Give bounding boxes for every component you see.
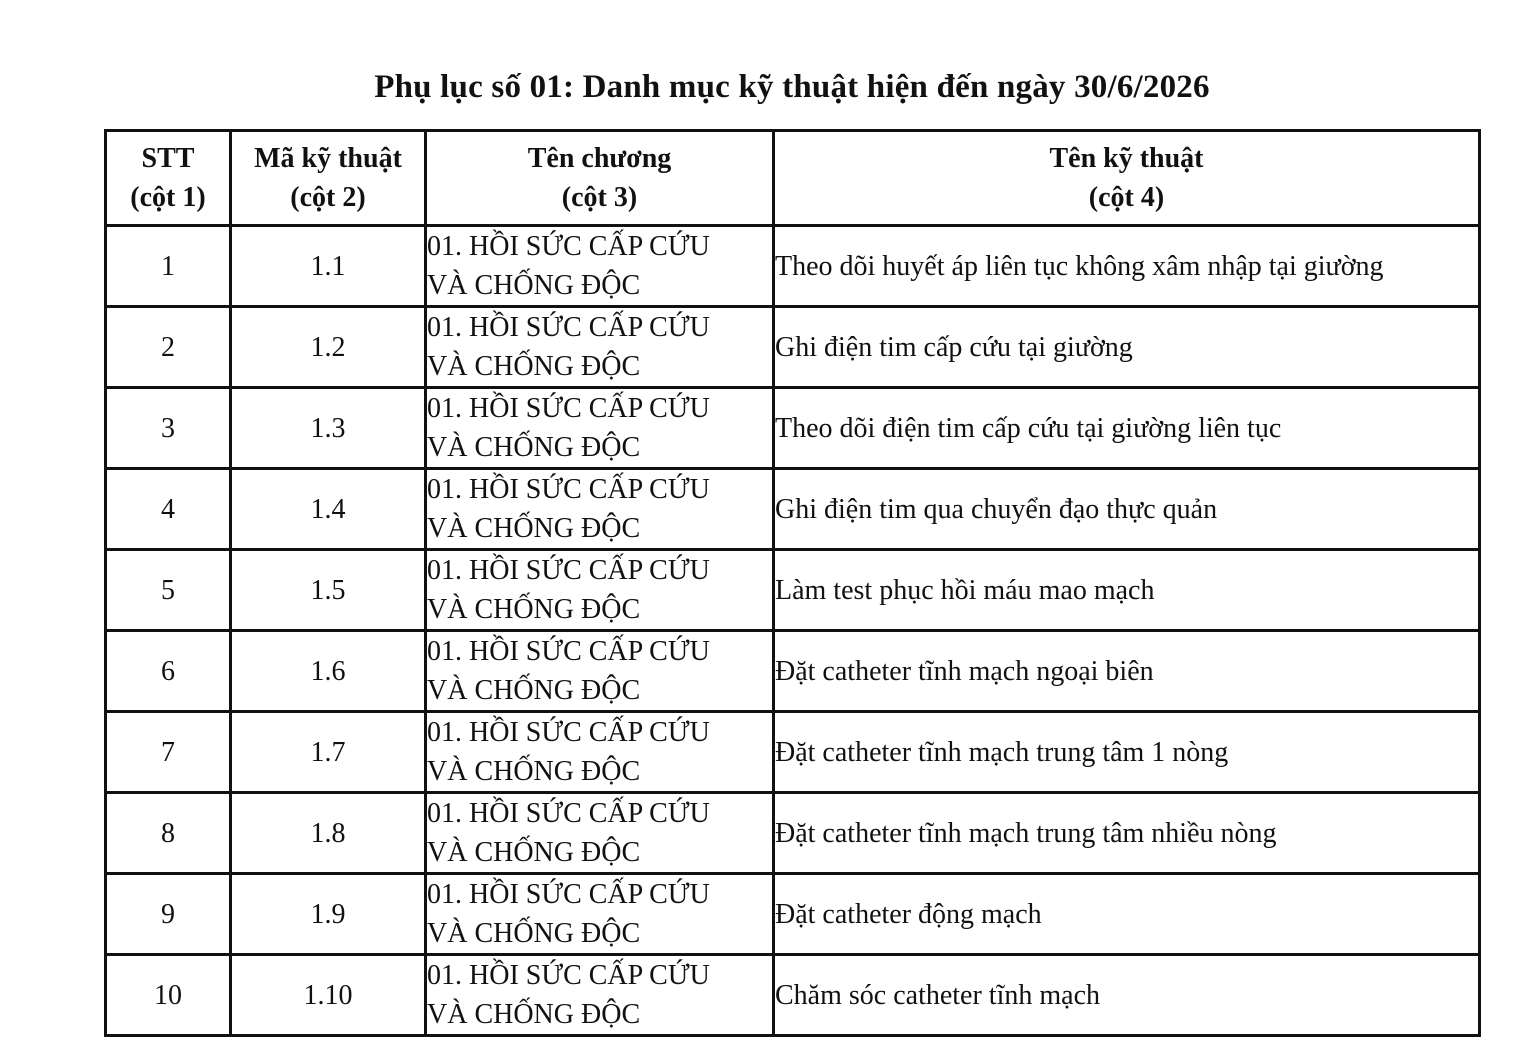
chapter-line: 01. HỒI SỨC CẤP CỨU [427, 555, 710, 586]
cell-technique-name: Theo dõi huyết áp liên tục không xâm nhập tại giường [774, 226, 1480, 307]
cell-stt: 6 [106, 631, 231, 712]
cell-chapter-name [426, 226, 774, 307]
table-row [106, 226, 1480, 307]
chapter-line: 01. HỒI SỨC CẤP CỨU [427, 231, 710, 262]
header-line: (cột 3) [561, 182, 638, 213]
chapter-line: VÀ CHỐNG ĐỘC [427, 837, 641, 868]
cell-technique-name: Đặt catheter tĩnh mạch trung tâm 1 nòng [774, 712, 1480, 793]
chapter-line: VÀ CHỐNG ĐỘC [427, 675, 641, 706]
cell-stt: 1 [106, 226, 231, 307]
chapter-line: VÀ CHỐNG ĐỘC [427, 513, 641, 544]
header-stt [106, 131, 231, 226]
cell-technique-code: 1.2 [231, 307, 426, 388]
table-row [106, 874, 1480, 955]
chapter-line: VÀ CHỐNG ĐỘC [427, 351, 641, 382]
cell-stt: 7 [106, 712, 231, 793]
technique-table [104, 129, 1481, 1037]
cell-chapter-name [426, 631, 774, 712]
cell-technique-code: 1.6 [231, 631, 426, 712]
table-row [106, 469, 1480, 550]
cell-technique-name: Đặt catheter động mạch [774, 874, 1480, 955]
table-body [106, 226, 1480, 1036]
cell-technique-name: Đặt catheter tĩnh mạch ngoại biên [774, 631, 1480, 712]
cell-chapter-name [426, 793, 774, 874]
chapter-line: VÀ CHỐNG ĐỘC [427, 270, 641, 301]
cell-technique-code: 1.7 [231, 712, 426, 793]
cell-technique-name: Làm test phục hồi máu mao mạch [774, 550, 1480, 631]
cell-chapter-name [426, 874, 774, 955]
chapter-line: VÀ CHỐNG ĐỘC [427, 918, 641, 949]
chapter-line: 01. HỒI SỨC CẤP CỨU [427, 474, 710, 505]
header-line: (cột 4) [1088, 182, 1165, 213]
chapter-line: 01. HỒI SỨC CẤP CỨU [427, 312, 710, 343]
table-row [106, 631, 1480, 712]
cell-chapter-name [426, 307, 774, 388]
cell-chapter-name [426, 712, 774, 793]
table-row [106, 550, 1480, 631]
header-technique-name [774, 131, 1480, 226]
cell-technique-code: 1.10 [231, 955, 426, 1036]
chapter-line: 01. HỒI SỨC CẤP CỨU [427, 393, 710, 424]
header-line: Tên chương [527, 143, 672, 174]
table-row [106, 307, 1480, 388]
chapter-line: VÀ CHỐNG ĐỘC [427, 999, 641, 1030]
chapter-line: 01. HỒI SỨC CẤP CỨU [427, 879, 710, 910]
cell-stt: 8 [106, 793, 231, 874]
header-line: Tên kỹ thuật [1049, 143, 1204, 174]
chapter-line: VÀ CHỐNG ĐỘC [427, 432, 641, 463]
cell-technique-code: 1.9 [231, 874, 426, 955]
chapter-line: 01. HỒI SỨC CẤP CỨU [427, 636, 710, 667]
header-line: (cột 1) [130, 182, 206, 213]
cell-stt: 10 [106, 955, 231, 1036]
cell-technique-code: 1.8 [231, 793, 426, 874]
cell-technique-code: 1.1 [231, 226, 426, 307]
cell-technique-name: Đặt catheter tĩnh mạch trung tâm nhiều nòng [774, 793, 1480, 874]
cell-technique-name: Ghi điện tim qua chuyển đạo thực quản [774, 469, 1480, 550]
header-technique-code [231, 131, 426, 226]
table-row [106, 388, 1480, 469]
cell-stt: 3 [106, 388, 231, 469]
document-title: Phụ lục số 01: Danh mục kỹ thuật hiện đến ngày 30/6/2026 [374, 69, 1210, 105]
header-chapter-name [426, 131, 774, 226]
chapter-line: 01. HỒI SỨC CẤP CỨU [427, 960, 710, 991]
cell-stt: 9 [106, 874, 231, 955]
chapter-line: VÀ CHỐNG ĐỘC [427, 594, 641, 625]
table-row [106, 793, 1480, 874]
cell-chapter-name [426, 550, 774, 631]
header-line: (cột 2) [290, 182, 366, 213]
cell-technique-code: 1.3 [231, 388, 426, 469]
table-header-row [106, 131, 1480, 226]
chapter-line: 01. HỒI SỨC CẤP CỨU [427, 798, 710, 829]
cell-technique-name: Ghi điện tim cấp cứu tại giường [774, 307, 1480, 388]
cell-technique-code: 1.5 [231, 550, 426, 631]
header-line: STT [141, 143, 195, 174]
cell-stt: 4 [106, 469, 231, 550]
cell-chapter-name [426, 469, 774, 550]
table-row [106, 712, 1480, 793]
cell-chapter-name [426, 955, 774, 1036]
table-row [106, 955, 1480, 1036]
header-line: Mã kỹ thuật [254, 143, 402, 174]
cell-stt: 5 [106, 550, 231, 631]
cell-stt: 2 [106, 307, 231, 388]
cell-technique-code: 1.4 [231, 469, 426, 550]
cell-chapter-name [426, 388, 774, 469]
chapter-line: VÀ CHỐNG ĐỘC [427, 756, 641, 787]
cell-technique-name: Chăm sóc catheter tĩnh mạch [774, 955, 1480, 1036]
cell-technique-name: Theo dõi điện tim cấp cứu tại giường liên tục [774, 388, 1480, 469]
chapter-line: 01. HỒI SỨC CẤP CỨU [427, 717, 710, 748]
